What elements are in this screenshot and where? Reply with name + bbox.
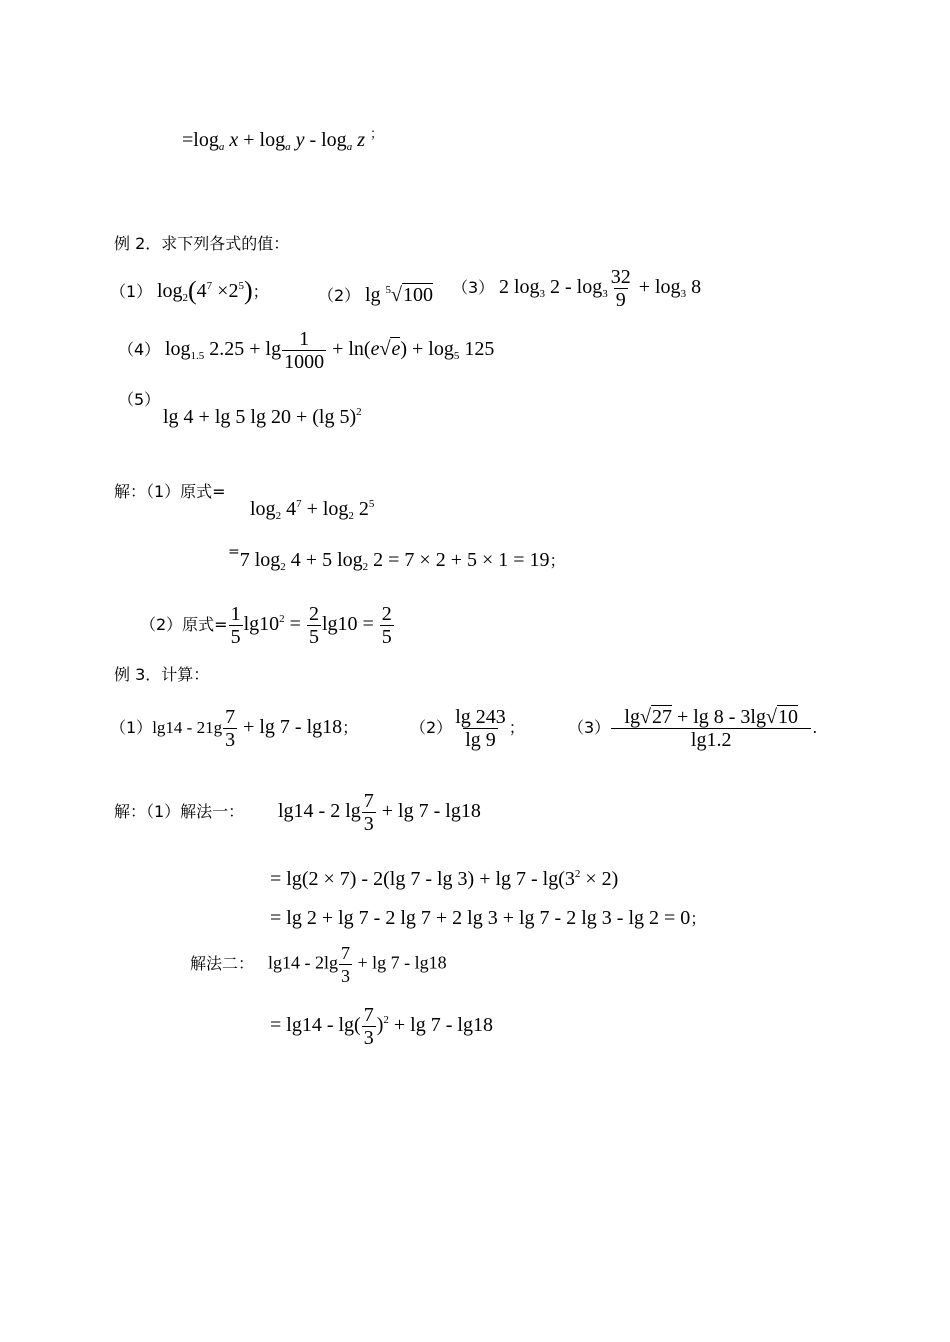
numerator: 2	[308, 603, 319, 625]
superscript: 2	[279, 613, 285, 626]
fraction	[611, 706, 811, 751]
text: + lg 7 - lg18	[353, 952, 447, 973]
numerator: 2	[381, 603, 392, 625]
text: = lg 2 + lg 7 - 2 lg 7 + 2 lg 3 + lg 7 - 2 lg 3 - lg 2 = 0	[270, 907, 691, 929]
superscript: 5	[368, 498, 375, 510]
subscript: 1.5	[190, 350, 205, 363]
subscript: 3	[539, 288, 545, 301]
text: 4 + 5 log	[285, 549, 363, 571]
text: - log	[304, 129, 347, 151]
subscript: 5	[453, 350, 460, 363]
text: lg10 =	[321, 613, 379, 636]
problem-number: （1）	[110, 282, 153, 301]
fraction	[339, 942, 352, 987]
numerator: 7	[225, 706, 236, 728]
text: + log	[633, 276, 681, 299]
fraction	[223, 706, 237, 751]
text: 2 - log	[545, 276, 603, 299]
text: = lg(2 × 7) - 2(lg 7 - lg 3) + lg 7 - lg(3	[270, 868, 575, 890]
text: z	[352, 129, 365, 151]
text: log	[156, 280, 183, 302]
text: lg	[364, 284, 386, 306]
fraction	[453, 706, 508, 751]
denominator: 1000	[284, 351, 325, 373]
problem-number: （3）	[568, 718, 611, 738]
solution2-line1	[250, 492, 374, 528]
solution3-line5	[270, 1004, 493, 1049]
radicand: 27	[651, 706, 672, 728]
text: 2 log	[498, 276, 540, 299]
text: lg14 - 2 lg	[278, 800, 361, 823]
solution2-line3	[140, 603, 395, 648]
text: + lg 7 - lg18	[376, 800, 481, 823]
text: =	[284, 613, 306, 636]
numerator: 7	[341, 943, 350, 963]
text: + lg 7 - lg18	[388, 1014, 493, 1037]
text: lg14 - 2lg	[268, 952, 338, 973]
fraction	[282, 328, 326, 373]
text: e	[370, 338, 380, 361]
radicand: 10	[777, 706, 798, 728]
numerator	[622, 706, 800, 728]
semicolon: ；	[252, 282, 269, 301]
text: + lg 8 - 3lg	[671, 706, 766, 728]
equals: =	[228, 544, 240, 560]
text: 2 = 7 × 2 + 5 × 1 = 19	[368, 549, 550, 571]
fraction	[307, 603, 321, 648]
superscript: 7	[206, 280, 213, 292]
subscript: a	[285, 141, 291, 153]
text: + lg 7 - lg18	[238, 716, 343, 739]
text: y	[290, 129, 305, 151]
period: .	[812, 718, 818, 738]
superscript: 2	[574, 868, 581, 880]
subscript: 2	[280, 561, 286, 573]
text: 8	[686, 276, 702, 299]
example2-problem5	[163, 400, 362, 429]
semicolon: ；	[690, 909, 707, 928]
subscript: a	[346, 141, 353, 153]
text: 2	[353, 498, 369, 520]
text: 4	[281, 498, 297, 520]
solution3-line3	[270, 906, 706, 931]
problem-number: （1）	[110, 718, 153, 738]
denominator: 5	[381, 626, 392, 648]
numerator: lg 243	[455, 706, 506, 728]
solution2-line2	[228, 540, 566, 579]
denominator: 9	[615, 289, 626, 311]
radical-icon: √	[639, 706, 651, 728]
radicand: 100	[402, 284, 433, 306]
solution-label: （2）原式=	[140, 615, 228, 635]
subscript: 2	[275, 510, 282, 522]
numerator: 7	[363, 1004, 374, 1026]
paren: (	[188, 276, 197, 305]
semicolon: ；	[342, 718, 359, 738]
text: + log	[301, 498, 349, 520]
subscript: 2	[362, 561, 369, 573]
superscript: 5	[238, 280, 244, 292]
radical-icon: √	[379, 338, 391, 361]
numerator: 1	[299, 328, 310, 350]
text: log	[164, 338, 191, 361]
subscript: a	[218, 141, 225, 153]
subscript: 3	[680, 288, 687, 301]
text: + log	[238, 129, 286, 151]
numerator: 7	[363, 790, 374, 812]
denominator: lg 9	[465, 729, 496, 751]
fraction	[362, 790, 376, 835]
denominator: 5	[308, 626, 319, 648]
paren: )	[243, 276, 253, 305]
text: log	[250, 498, 276, 520]
denominator: 5	[230, 626, 241, 648]
radicand: e	[391, 338, 401, 361]
denominator: lg1.2	[611, 728, 811, 751]
fraction	[229, 603, 243, 648]
solution3-line2	[270, 862, 618, 891]
problem-number: （2）	[410, 718, 453, 738]
text: ) + log	[400, 338, 454, 361]
example2-problem2	[318, 278, 433, 308]
radical-icon: √	[766, 706, 777, 728]
text: lg14	[152, 718, 183, 738]
fraction	[609, 266, 633, 311]
text: =log	[182, 129, 219, 151]
denominator: 3	[363, 813, 374, 835]
superscript: 2	[383, 1014, 389, 1027]
example3-problem2	[410, 706, 525, 751]
subscript: 3	[602, 288, 608, 301]
example3-problem3	[568, 706, 817, 751]
text: lg 4 + lg 5 lg 20 + (lg 5)	[163, 406, 357, 428]
problem-number: （3）	[452, 278, 495, 298]
semicolon: ；	[508, 718, 525, 738]
problem-number: （2）	[318, 286, 361, 305]
text: )	[376, 1014, 384, 1037]
example2-problem4	[118, 328, 494, 373]
intro-equation	[182, 123, 383, 159]
text: lg	[624, 706, 640, 728]
semicolon: ；	[369, 127, 383, 142]
text: 7 log	[239, 549, 281, 571]
fraction	[362, 1004, 376, 1049]
numerator: 32	[610, 266, 631, 288]
text: 125	[459, 338, 495, 361]
example3-title: 例 3．计算：	[114, 665, 210, 684]
text: 21g	[196, 718, 223, 738]
text: lg10	[243, 613, 280, 636]
text: -	[182, 718, 197, 738]
solution3-label2: 解法二：	[190, 954, 255, 973]
superscript: 2	[356, 406, 362, 418]
subscript: 2	[182, 292, 188, 304]
solution3-line4	[268, 942, 447, 987]
root-index: 5	[385, 284, 391, 296]
superscript: 7	[296, 498, 302, 510]
solution2-label: 解：（1）原式=	[114, 482, 226, 501]
example3-problem1	[110, 706, 358, 751]
example2-problem5-number: （5）	[118, 390, 161, 409]
text: x	[224, 129, 239, 151]
solution3-label: 解：（1）解法一：	[114, 802, 245, 821]
solution3-line1	[278, 790, 481, 835]
text: + ln(	[327, 338, 371, 361]
example2-title: 例 2．求下列各式的值：	[114, 234, 290, 253]
text: = lg14 - lg(	[270, 1014, 361, 1037]
radical-icon: √	[391, 284, 402, 306]
subscript: 2	[348, 510, 354, 522]
text: 4	[196, 280, 207, 302]
fraction	[380, 603, 394, 648]
example2-problem3	[452, 266, 701, 311]
example2-problem1	[110, 274, 269, 310]
text: ×2	[212, 280, 239, 302]
text: × 2)	[580, 868, 619, 890]
problem-number: （4）	[118, 340, 161, 360]
denominator: 3	[225, 729, 236, 751]
numerator: 1	[230, 603, 241, 625]
semicolon: ；	[549, 551, 566, 570]
denominator: 3	[341, 966, 350, 986]
denominator: 3	[363, 1027, 374, 1049]
text: 2.25 + lg	[204, 338, 282, 361]
